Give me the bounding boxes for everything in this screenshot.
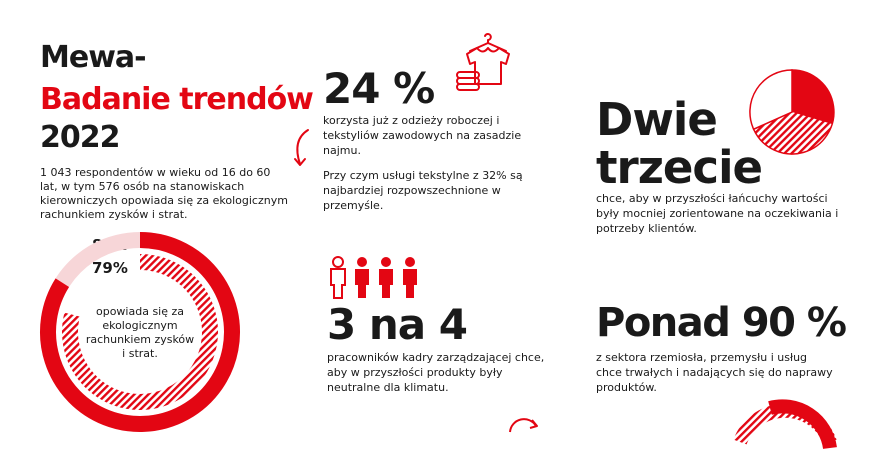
title-year: 2022: [40, 120, 120, 155]
stat-24-text: korzysta już z odzieży roboczej i tekstyliów zawodowych na zasadzie najmu.: [323, 114, 522, 157]
stat-dwie-value: [596, 93, 763, 194]
stat-ponad-value: Ponad 90 %: [596, 300, 846, 346]
stat-24-value: 24 %: [323, 64, 435, 113]
stat-24-subtext: Przy czym usługi tekstylne z 32% są najbardziej rozpowszechnione w przemyśle.: [323, 169, 523, 212]
partial-circle-graphic: [730, 402, 840, 442]
stat-34-text: pracowników kadry zarządzającej chce, aby w przyszłości produkty były neutralne dla klimatu.: [327, 351, 545, 394]
shirt-hanger-icon: [455, 34, 525, 94]
intro-text: 1 043 respondentów w wieku od 16 do 60 lat, w tym 576 osób na stanowiskach kierowniczych opowiada się za ekologicznym rachunkiem zysków i strat.: [40, 166, 288, 221]
people-icon: [327, 255, 427, 301]
donut-value-inner: 79%: [92, 259, 128, 277]
stat-dwie-line1: Dwie: [596, 93, 717, 146]
stat-ponad-text: z sektora rzemiosła, przemysłu i usług chce trwałych i nadających się do naprawy produktów.: [596, 351, 833, 394]
donut-label: opowiada się za ekologicznym rachunkiem zysków i strat.: [85, 305, 195, 360]
stat-34-value: 3 na 4: [327, 300, 467, 349]
title-line-1: Mewa-: [40, 40, 146, 75]
title-line-2: Badanie trendów: [40, 82, 313, 117]
stat-dwie-text: chce, aby w przyszłości łańcuchy wartości były mocniej zorientowane na oczekiwania i potrzeby klientów.: [596, 192, 839, 235]
curved-arrow-icon: [290, 126, 320, 176]
donut-value-outer: 84%: [92, 236, 128, 254]
stat-dwie-line2: trzecie: [596, 141, 763, 194]
